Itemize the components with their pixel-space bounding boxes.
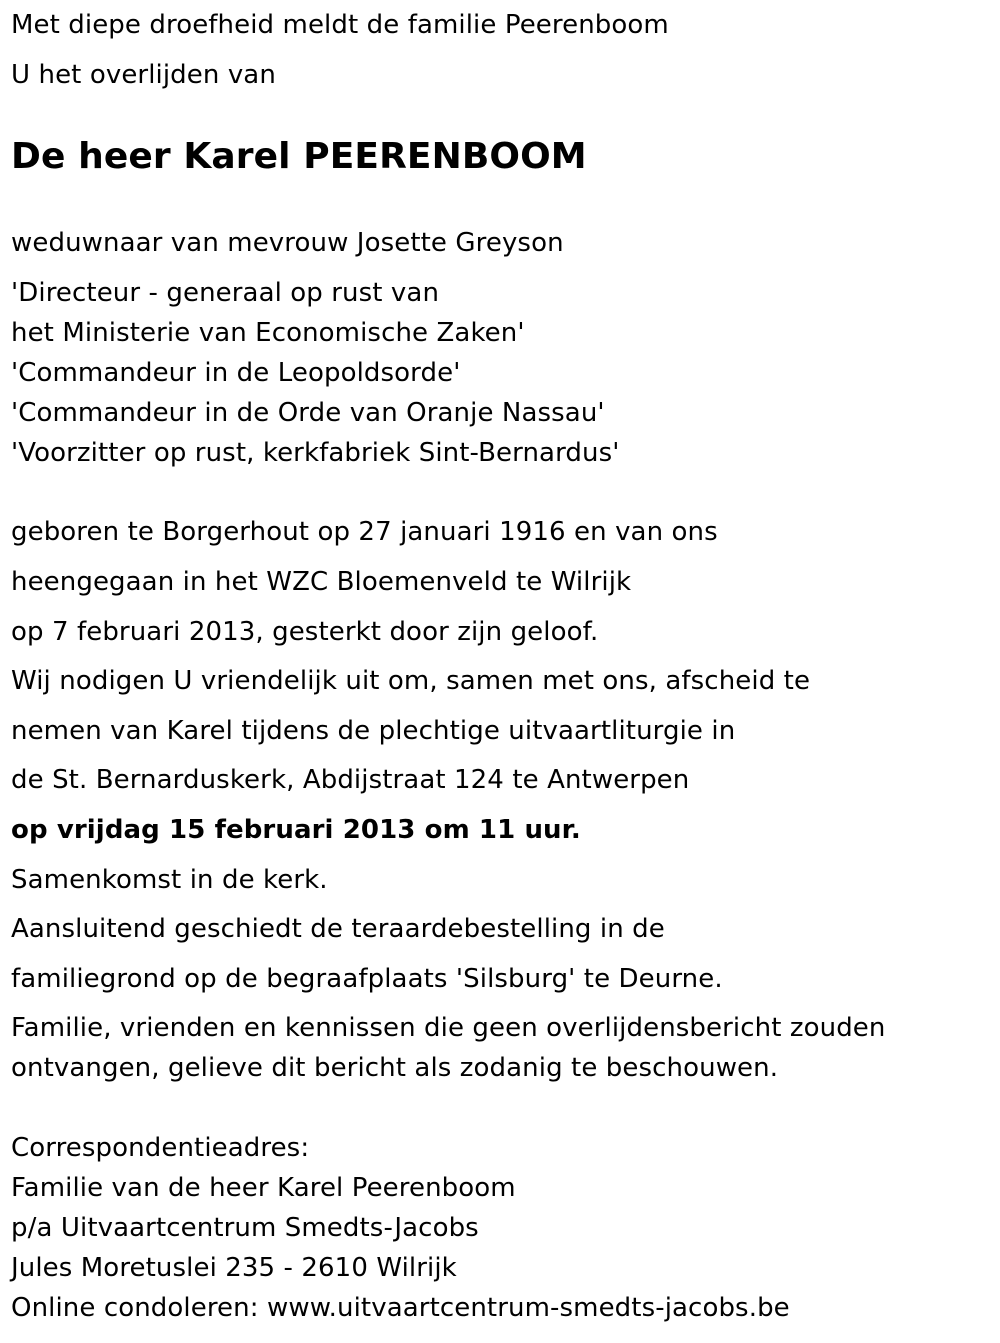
correspondence-line-1: Familie van de heer Karel Peerenboom	[11, 1173, 516, 1203]
gathering-line: Samenkomst in de kerk.	[11, 865, 328, 895]
title-line-2: 'Commandeur in de Leopoldsorde'	[11, 358, 461, 388]
online-condolence-line: Online condoleren: www.uitvaartcentrum-smedts-jacobs.be	[11, 1293, 790, 1323]
invitation-line-1: Wij nodigen U vriendelijk uit om, samen met ons, afscheid te	[11, 666, 811, 696]
correspondence-line-2: p/a Uitvaartcentrum Smedts-Jacobs	[11, 1213, 479, 1243]
service-datetime: op vrijdag 15 februari 2013 om 11 uur.	[11, 815, 581, 845]
correspondence-line-3: Jules Moretuslei 235 - 2610 Wilrijk	[11, 1253, 457, 1283]
burial-line-1: Aansluitend geschiedt de teraardebestelling in de	[11, 914, 665, 944]
title-line-1a: 'Directeur - generaal op rust van	[11, 278, 440, 308]
passing-place-line: heengegaan in het WZC Bloemenveld te Wilrijk	[11, 567, 632, 597]
spouse-line: weduwnaar van mevrouw Josette Greyson	[11, 228, 564, 258]
notice-line-2: ontvangen, gelieve dit bericht als zodanig te beschouwen.	[11, 1053, 779, 1083]
title-line-4: 'Voorzitter op rust, kerkfabriek Sint-Bernardus'	[11, 438, 620, 468]
intro-line-1: Met diepe droefheid meldt de familie Peerenboom	[11, 10, 669, 40]
title-line-1b: het Ministerie van Economische Zaken'	[11, 318, 525, 348]
notice-line-1: Familie, vrienden en kennissen die geen overlijdensbericht zouden	[11, 1013, 886, 1043]
intro-line-2: U het overlijden van	[11, 60, 276, 90]
invitation-line-2: nemen van Karel tijdens de plechtige uitvaartliturgie in	[11, 716, 736, 746]
deceased-name: De heer Karel PEERENBOOM	[11, 136, 587, 177]
passing-date-line: op 7 februari 2013, gesterkt door zijn geloof.	[11, 617, 599, 647]
title-line-3: 'Commandeur in de Orde van Oranje Nassau'	[11, 398, 605, 428]
birth-line: geboren te Borgerhout op 27 januari 1916 en van ons	[11, 517, 718, 547]
correspondence-heading: Correspondentieadres:	[11, 1133, 310, 1163]
invitation-line-3: de St. Bernarduskerk, Abdijstraat 124 te Antwerpen	[11, 765, 690, 795]
burial-line-2: familiegrond op de begraafplaats 'Silsburg' te Deurne.	[11, 964, 723, 994]
